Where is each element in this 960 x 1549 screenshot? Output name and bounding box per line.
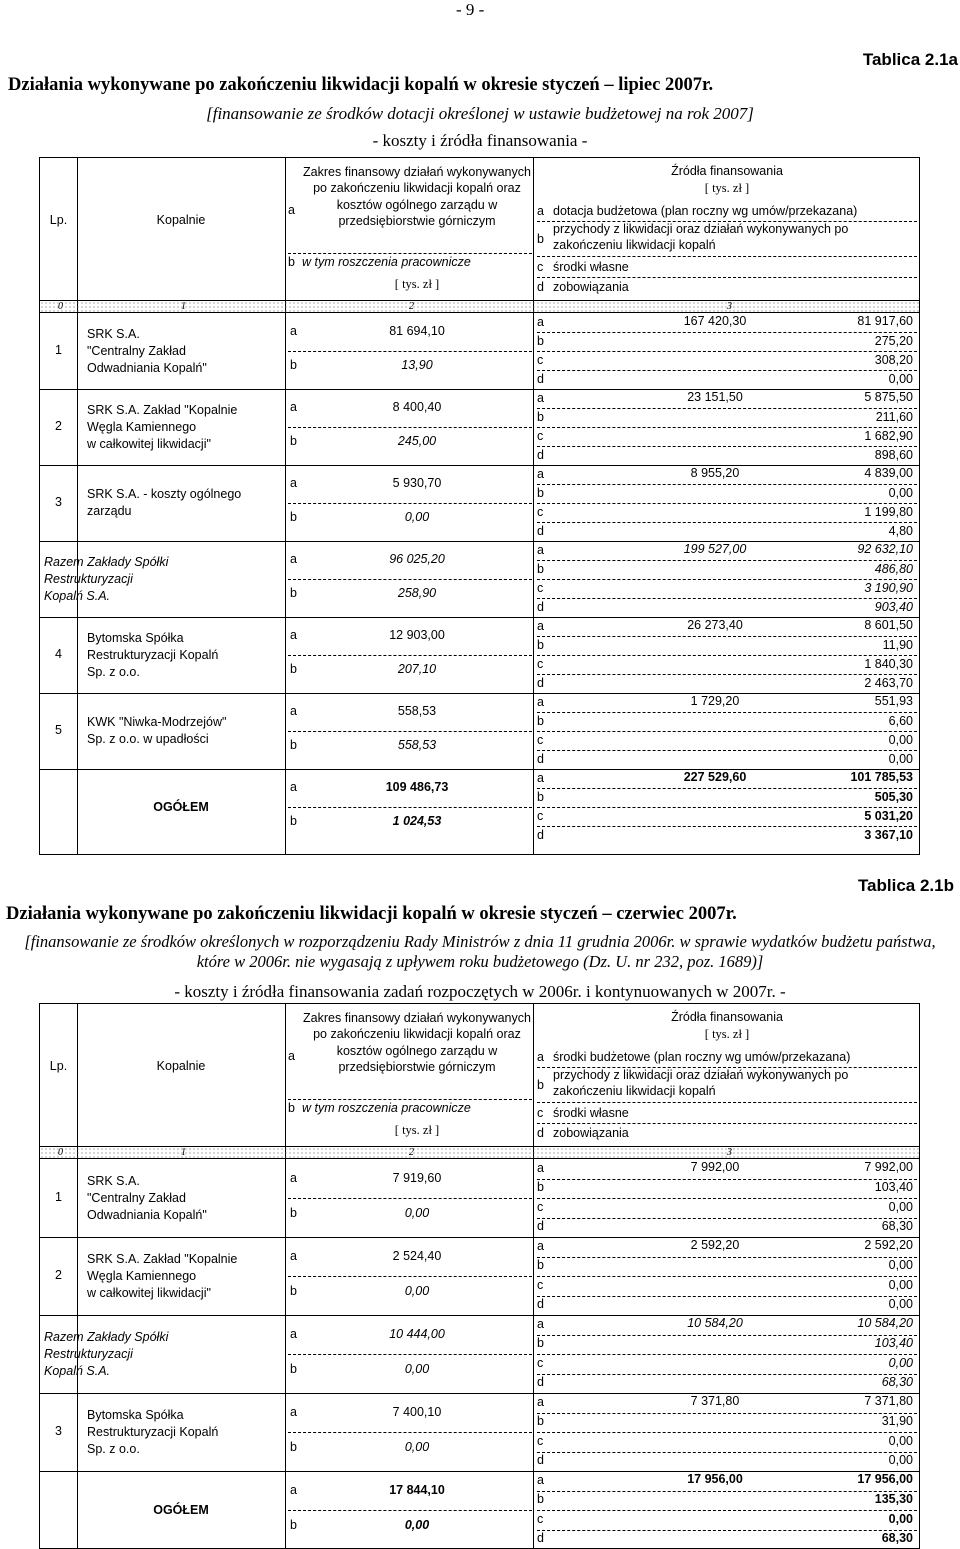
source-value: 0,00	[888, 751, 913, 766]
source-value: 3 190,90	[864, 580, 913, 595]
table-2-1a	[39, 157, 920, 855]
letter: c	[537, 1511, 544, 1526]
table-row-lp: 1	[55, 1190, 62, 1204]
header-source-d: zobowiązania	[553, 280, 629, 294]
table-row-name: SRK S.A. - koszty ogólnego zarządu	[87, 487, 242, 519]
source-value: 0,00	[888, 1453, 913, 1468]
source-value: 92 632,10	[857, 541, 913, 556]
source-value: 0,00	[888, 1511, 913, 1526]
letter: c	[537, 352, 544, 367]
letter: d	[537, 675, 544, 690]
source-value: 0,00	[888, 1355, 913, 1370]
amount-b: 558,53	[397, 738, 437, 753]
table-2-1b	[39, 1003, 920, 1549]
source-plan: 17 956,00	[687, 1471, 743, 1486]
source-plan: 2 592,20	[690, 1237, 740, 1252]
table-tag: Tablica 2.1a	[862, 50, 958, 69]
letter: a	[537, 542, 544, 557]
dash	[288, 1510, 532, 1511]
source-value: 8 601,50	[864, 617, 913, 632]
dash	[537, 1123, 917, 1124]
letter: b	[290, 738, 297, 753]
header-zakres: Zakres finansowy działań wykonywanych po zakończeniu likwidacji kopalń oraz kosztów ogólnego zarządu w przedsiębiorstwie górniczym	[303, 1011, 531, 1074]
amount-b: 0,00	[404, 1439, 430, 1454]
column-number: 0	[58, 301, 63, 312]
table-tag: Tablica 2.1b	[857, 876, 954, 895]
letter: b	[537, 1258, 544, 1273]
column-divider	[77, 1004, 78, 1548]
letter: b	[290, 1283, 297, 1298]
table-row-lp: 4	[55, 647, 62, 661]
header-kopalnie: Kopalnie	[156, 1059, 206, 1073]
letter: a	[290, 704, 297, 718]
letter: a	[537, 204, 544, 218]
amount-a: 12 903,00	[389, 628, 445, 642]
letter: d	[537, 1297, 544, 1312]
source-plan: 26 273,40	[687, 617, 743, 632]
source-value: 551,93	[874, 693, 913, 708]
amount-a: 8 400,40	[392, 400, 442, 414]
amount-a: 7 400,10	[392, 1404, 442, 1419]
source-value: 0,00	[888, 732, 913, 747]
header-source-b: przychody z likwidacji oraz działań wykonywanych po zakończeniu likwidacji kopalń	[553, 222, 849, 252]
column-number: 0	[58, 1147, 63, 1158]
letter: b	[537, 333, 544, 348]
header-source-c: środki własne	[553, 260, 629, 274]
column-divider	[533, 1004, 534, 1548]
letter: c	[537, 1199, 544, 1214]
column-divider	[533, 158, 534, 854]
source-value: 308,20	[874, 352, 913, 367]
source-value: 0,00	[888, 1433, 913, 1448]
table-title: Działania wykonywane po zakończeniu likwidacji kopalń w okresie styczeń – czerwiec 2007r.	[6, 904, 737, 924]
letter: b	[288, 1101, 295, 1115]
unit: [ tys. zł ]	[704, 1027, 750, 1041]
amount-b: 13,90	[401, 358, 433, 373]
letter: c	[537, 1277, 544, 1292]
source-value: 101 785,53	[850, 769, 913, 784]
dash	[288, 503, 532, 504]
source-plan: 7 371,80	[690, 1393, 740, 1408]
amount-b: 1 024,53	[392, 814, 442, 829]
amount-b: 258,90	[397, 586, 437, 601]
letter: b	[290, 586, 297, 601]
source-value: 68,30	[881, 1375, 913, 1390]
letter: b	[290, 662, 297, 677]
letter: a	[537, 1394, 544, 1409]
column-number: 1	[181, 301, 186, 312]
table-subtitle-2: - koszty i źródła finansowania -	[372, 131, 588, 150]
letter: d	[537, 1219, 544, 1234]
letter: b	[290, 1361, 297, 1376]
letter: c	[537, 1106, 544, 1120]
source-value: 903,40	[874, 599, 913, 614]
letter: c	[537, 1433, 544, 1448]
source-value: 1 199,80	[864, 504, 913, 519]
letter: b	[290, 358, 297, 373]
dash	[288, 1198, 532, 1199]
letter: a	[290, 476, 297, 490]
table-subtitle-2: - koszty i źródła finansowania zadań rozpoczętych w 2006r. i kontynuowanych w 2007r. -	[174, 982, 786, 1001]
amount-a: 81 694,10	[389, 324, 445, 338]
letter: b	[537, 232, 544, 246]
letter: d	[537, 1375, 544, 1390]
amount-a: 96 025,20	[389, 552, 445, 566]
header-source-b: przychody z likwidacji oraz działań wykonywanych po zakończeniu likwidacji kopalń	[553, 1068, 849, 1098]
table-subtitle: [finansowanie ze środków dotacji określonej w ustawie budżetowej na rok 2007]	[206, 104, 754, 123]
amount-a: 10 444,00	[389, 1326, 445, 1341]
source-value: 68,30	[881, 1531, 913, 1546]
table-row-name: SRK S.A. "Centralny Zakład Odwadniania Kopalń"	[87, 326, 207, 375]
amount-a: 109 486,73	[385, 780, 449, 794]
letter: b	[290, 1439, 297, 1454]
source-value: 135,30	[874, 1492, 913, 1507]
header-roszczenia: w tym roszczenia pracownicze	[302, 1101, 471, 1115]
letter: b	[537, 1078, 544, 1092]
source-value: 5 875,50	[864, 389, 913, 404]
table-row-lp: 2	[55, 419, 62, 433]
letter: b	[537, 1414, 544, 1429]
letter: d	[537, 447, 544, 462]
letter: c	[537, 260, 544, 274]
source-value: 2 592,20	[864, 1237, 913, 1252]
letter: d	[537, 523, 544, 538]
letter: a	[290, 1482, 297, 1497]
letter: a	[290, 552, 297, 566]
table-row-name: Bytomska Spółka Restrukturyzacji Kopalń Sp. z o.o.	[87, 630, 219, 679]
header-zrodla: Źródła finansowania	[671, 1010, 783, 1024]
amount-b: 245,00	[397, 434, 437, 449]
letter: a	[537, 618, 544, 633]
dash	[288, 351, 532, 352]
letter: a	[290, 1170, 297, 1185]
letter: d	[537, 1531, 544, 1546]
header-source-a: środki budżetowe (plan roczny wg umów/przekazana)	[553, 1050, 851, 1064]
header-source-c: środki własne	[553, 1106, 629, 1120]
column-number: 3	[727, 1147, 732, 1158]
header-lp: Lp.	[49, 1059, 68, 1073]
source-value: 0,00	[888, 371, 913, 386]
letter: c	[537, 580, 544, 595]
source-value: 103,40	[874, 1180, 913, 1195]
column-number: 1	[181, 1147, 186, 1158]
dash	[537, 256, 917, 257]
source-value: 0,00	[888, 485, 913, 500]
letter: b	[537, 409, 544, 424]
letter: d	[537, 751, 544, 766]
letter: a	[537, 314, 544, 329]
source-value: 11,90	[882, 637, 913, 652]
source-value: 7 371,80	[864, 1393, 913, 1408]
source-plan: 199 527,00	[683, 541, 747, 556]
source-value: 0,00	[888, 1297, 913, 1312]
table-row-name: Razem Zakłady Spółki Restrukturyzacji Kopalń S.A.	[44, 1329, 169, 1378]
source-value: 7 992,00	[864, 1159, 913, 1174]
letter: b	[537, 485, 544, 500]
source-plan: 167 420,30	[683, 313, 747, 328]
letter: c	[537, 808, 544, 823]
column-number-row	[40, 1146, 919, 1159]
letter: a	[537, 1160, 544, 1175]
letter: b	[290, 1517, 297, 1532]
letter: c	[537, 504, 544, 519]
letter: a	[537, 390, 544, 405]
letter: b	[288, 255, 295, 269]
amount-b: 0,00	[404, 1361, 430, 1376]
table-subtitle: [finansowanie ze środków określonych w rozporządzeniu Rady Ministrów z dnia 11 grudnia 2006r. w sprawie wydatków budżetu państwa, które w 2006r. nie wygasają z upływem roku budżetowego (Dz. U. nr 232, poz. 1689)]	[24, 932, 936, 971]
letter: a	[537, 466, 544, 481]
page-number: - 9 -	[456, 0, 485, 19]
header-lp: Lp.	[49, 213, 68, 227]
source-value: 10 584,20	[857, 1315, 913, 1330]
source-value: 0,00	[888, 1258, 913, 1273]
letter: c	[537, 732, 544, 747]
table-row-name: SRK S.A. "Centralny Zakład Odwadniania Kopalń"	[87, 1173, 207, 1222]
source-value: 31,90	[881, 1414, 913, 1429]
table-row-lp: 2	[55, 1268, 62, 1282]
letter: a	[290, 324, 297, 338]
letter: d	[537, 1453, 544, 1468]
letter: d	[537, 371, 544, 386]
column-divider	[77, 158, 78, 854]
table-row-name: SRK S.A. Zakład "Kopalnie Węgla Kamiennego w całkowitej likwidacji"	[87, 1251, 238, 1300]
source-value: 898,60	[874, 447, 913, 462]
table-row-lp: 3	[55, 495, 62, 509]
source-value: 3 367,10	[864, 827, 913, 842]
source-value: 275,20	[874, 333, 913, 348]
column-number-row	[40, 300, 919, 313]
letter: b	[537, 1180, 544, 1195]
letter: a	[290, 780, 297, 794]
letter: a	[537, 1050, 544, 1064]
letter: b	[290, 814, 297, 829]
amount-a: 17 844,10	[389, 1482, 445, 1497]
letter: a	[537, 1238, 544, 1253]
table-row-name: Razem Zakłady Spółki Restrukturyzacji Kopalń S.A.	[44, 554, 169, 603]
source-value: 4,80	[888, 523, 913, 538]
amount-a: 7 919,60	[392, 1170, 442, 1185]
letter: b	[537, 637, 544, 652]
amount-b: 0,00	[404, 1517, 430, 1532]
column-divider	[285, 1004, 286, 1548]
amount-a: 2 524,40	[392, 1248, 442, 1263]
letter: b	[290, 434, 297, 449]
source-value: 17 956,00	[857, 1471, 913, 1486]
letter: d	[537, 827, 544, 842]
letter: a	[290, 1326, 297, 1341]
amount-a: 558,53	[397, 704, 437, 718]
source-plan: 1 729,20	[690, 693, 740, 708]
unit: [ tys. zł ]	[394, 1123, 440, 1137]
table-row-lp: 5	[55, 723, 62, 737]
letter: b	[537, 713, 544, 728]
dash	[288, 731, 532, 732]
header-source-a: dotacja budżetowa (plan roczny wg umów/przekazana)	[553, 204, 858, 218]
dash	[288, 807, 532, 808]
letter: a	[537, 1316, 544, 1331]
amount-a: 5 930,70	[392, 476, 442, 490]
letter: b	[290, 510, 297, 525]
dash	[288, 655, 532, 656]
table-row-name: OGÓŁEM	[153, 1503, 209, 1517]
letter: b	[537, 561, 544, 576]
header-roszczenia: w tym roszczenia pracownicze	[302, 255, 471, 269]
letter: a	[288, 203, 295, 217]
source-value: 1 840,30	[864, 656, 913, 671]
letter: a	[290, 400, 297, 414]
letter: c	[537, 428, 544, 443]
source-value: 6,60	[888, 713, 913, 728]
letter: d	[537, 1126, 544, 1140]
source-value: 103,40	[874, 1336, 913, 1351]
source-value: 4 839,00	[864, 465, 913, 480]
letter: a	[537, 1472, 544, 1487]
header-source-d: zobowiązania	[553, 1126, 629, 1140]
source-plan: 10 584,20	[687, 1315, 743, 1330]
dash	[288, 1354, 532, 1355]
letter: a	[537, 694, 544, 709]
letter: d	[537, 280, 544, 294]
letter: c	[537, 656, 544, 671]
dash	[288, 1432, 532, 1433]
source-value: 1 682,90	[864, 428, 913, 443]
table-row-name: SRK S.A. Zakład "Kopalnie Węgla Kamiennego w całkowitej likwidacji"	[87, 402, 238, 451]
source-value: 486,80	[874, 561, 913, 576]
letter: c	[537, 1355, 544, 1370]
dash	[288, 579, 532, 580]
table-row-name: Bytomska Spółka Restrukturyzacji Kopalń Sp. z o.o.	[87, 1407, 219, 1456]
column-number: 2	[409, 1147, 414, 1158]
source-value: 5 031,20	[864, 808, 913, 823]
amount-b: 0,00	[404, 510, 430, 525]
source-value: 0,00	[888, 1199, 913, 1214]
table-row-name: KWK "Niwka-Modrzejów" Sp. z o.o. w upadłości	[87, 715, 227, 747]
table-row-lp: 1	[55, 343, 62, 357]
letter: b	[537, 1336, 544, 1351]
dash	[288, 427, 532, 428]
letter: d	[537, 599, 544, 614]
dash	[537, 1102, 917, 1103]
amount-b: 0,00	[404, 1283, 430, 1298]
letter: a	[537, 770, 544, 785]
source-value: 2 463,70	[864, 675, 913, 690]
source-value: 0,00	[888, 1277, 913, 1292]
table-row-name: OGÓŁEM	[153, 800, 209, 814]
source-value: 211,60	[875, 409, 913, 424]
letter: a	[290, 1248, 297, 1263]
header-zrodla: Źródła finansowania	[671, 164, 783, 178]
letter: b	[537, 789, 544, 804]
letter: b	[290, 1205, 297, 1220]
source-plan: 23 151,50	[687, 389, 743, 404]
table-row-lp: 3	[55, 1424, 62, 1438]
amount-b: 207,10	[397, 662, 437, 677]
source-plan: 8 955,20	[690, 465, 740, 480]
letter: a	[290, 628, 297, 642]
dash	[288, 253, 532, 254]
column-divider	[285, 158, 286, 854]
header-zakres: Zakres finansowy działań wykonywanych po zakończeniu likwidacji kopalń oraz kosztów ogólnego zarządu w przedsiębiorstwie górniczym	[303, 165, 531, 228]
dash	[288, 1099, 532, 1100]
source-plan: 7 992,00	[690, 1159, 740, 1174]
unit: [ tys. zł ]	[704, 181, 750, 195]
letter: a	[288, 1049, 295, 1063]
dash	[288, 1276, 532, 1277]
unit: [ tys. zł ]	[394, 277, 440, 291]
amount-b: 0,00	[404, 1205, 430, 1220]
letter: a	[290, 1404, 297, 1419]
dash	[537, 277, 917, 278]
column-number: 3	[727, 301, 732, 312]
header-kopalnie: Kopalnie	[156, 213, 206, 227]
source-plan: 227 529,60	[683, 769, 747, 784]
table-title: Działania wykonywane po zakończeniu likwidacji kopalń w okresie styczeń – lipiec 2007r.	[8, 75, 714, 95]
source-value: 81 917,60	[857, 313, 913, 328]
letter: b	[537, 1492, 544, 1507]
source-value: 505,30	[874, 789, 913, 804]
column-number: 2	[409, 301, 414, 312]
source-value: 68,30	[881, 1219, 913, 1234]
